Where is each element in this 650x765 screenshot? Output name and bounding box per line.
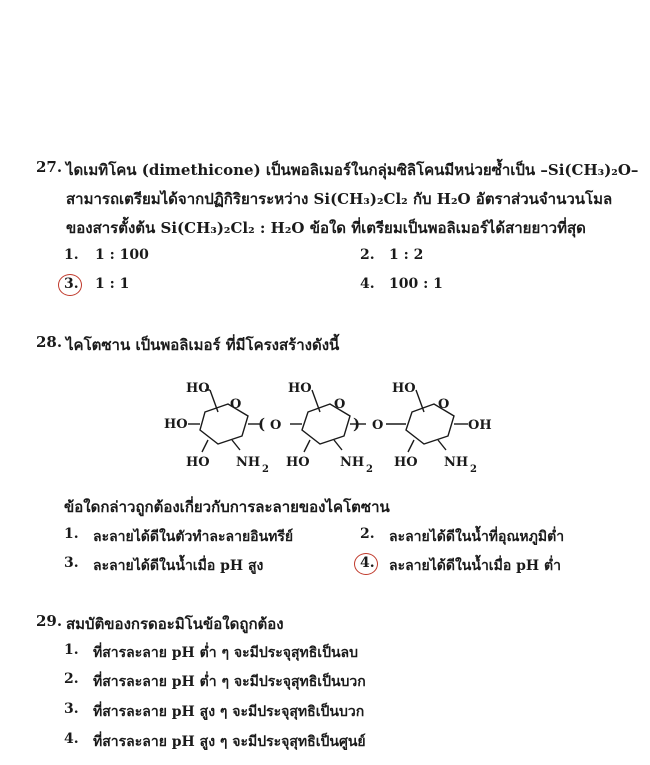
- q29-option-2-number: 2.: [64, 671, 79, 687]
- q29-option-4-number: 4.: [64, 731, 79, 747]
- paren-open: (: [258, 415, 266, 433]
- nh-label-3: NH: [444, 455, 469, 470]
- q29-option-1-number: 1.: [64, 642, 79, 658]
- q29-option-4-text: ที่สารละลาย pH สูง ๆ จะมีประจุสุทธิเป็นศูนย์: [93, 734, 366, 750]
- link-oxygen-2: O: [372, 418, 384, 433]
- q27-line-1: ไดเมทิโคน (dimethicone) เป็นพอลิเมอร์ในกลุ่มซิลิโคนมีหน่วยซ้ำเป็น –Si(CH₃)₂O–: [66, 161, 639, 179]
- q27-option-2-number: 2.: [360, 247, 375, 263]
- q28-option-4-number: 4.: [360, 555, 375, 571]
- paren-close: ): [353, 415, 361, 433]
- q27-option-2-text: 1 : 2: [389, 247, 424, 263]
- q29-option-2-text: ที่สารละลาย pH ต่ำ ๆ จะมีประจุสุทธิเป็นบวก: [93, 674, 366, 690]
- oh-label: OH: [468, 418, 492, 433]
- nh-label-1: NH: [236, 455, 261, 470]
- ho-label-4: HO: [288, 381, 312, 396]
- q28-option-1-number: 1.: [64, 526, 79, 542]
- q28-question: ข้อใดกล่าวถูกต้องเกี่ยวกับการละลายของไคโตซาน: [64, 498, 390, 516]
- ho-label-3: HO: [186, 455, 210, 470]
- q27-number: 27.: [36, 158, 63, 176]
- q28-option-3-number: 3.: [64, 555, 79, 571]
- q28-number: 28.: [36, 333, 63, 351]
- q29-option-3-text: ที่สารละลาย pH สูง ๆ จะมีประจุสุทธิเป็นบวก: [93, 704, 365, 720]
- ho-label-2: HO: [164, 417, 188, 432]
- q28-option-1-text: ละลายได้ดีในตัวทำละลายอินทรีย์: [93, 529, 294, 545]
- q27-option-4-number: 4.: [360, 276, 375, 292]
- ho-label-5: HO: [286, 455, 310, 470]
- ring-oxygen-1: O: [230, 397, 242, 412]
- ring-oxygen-2: O: [334, 397, 346, 412]
- link-oxygen-1: O: [270, 418, 282, 433]
- nh-label-2: NH: [340, 455, 365, 470]
- q29-line-1: สมบัติของกรดอะมิโนข้อใดถูกต้อง: [66, 615, 284, 633]
- q29-option-3-number: 3.: [64, 701, 79, 717]
- q28-option-4-text: ละลายได้ดีในน้ำเมื่อ pH ต่ำ: [389, 558, 561, 574]
- q27-option-3-text: 1 : 1: [95, 276, 130, 292]
- ho-label-7: HO: [394, 455, 418, 470]
- q27-option-1-number: 1.: [64, 247, 79, 263]
- q28-option-2-number: 2.: [360, 526, 375, 542]
- q28-line-1: ไคโตซาน เป็นพอลิเมอร์ ที่มีโครงสร้างดังนี้: [66, 336, 340, 354]
- q27-option-4-text: 100 : 1: [389, 276, 443, 292]
- nh-sub-2: 2: [366, 464, 373, 475]
- q27-line-2: สามารถเตรียมได้จากปฏิกิริยาระหว่าง Si(CH₃)₂Cl₂ กับ H₂O อัตราส่วนจำนวนโมล: [66, 190, 613, 208]
- ring-oxygen-3: O: [438, 397, 450, 412]
- q27-line-3: ของสารตั้งต้น Si(CH₃)₂Cl₂ : H₂O ข้อใด ที่เตรียมเป็นพอลิเมอร์ได้สายยาวที่สุด: [66, 219, 586, 237]
- q27-option-3-number: 3.: [64, 276, 79, 292]
- q29-option-1-text: ที่สารละลาย pH ต่ำ ๆ จะมีประจุสุทธิเป็นลบ: [93, 645, 358, 661]
- chitosan-structure: [150, 372, 510, 482]
- ho-label-1: HO: [186, 381, 210, 396]
- q27-option-1-text: 1 : 100: [95, 247, 149, 263]
- q29-number: 29.: [36, 612, 63, 630]
- nh-sub-3: 2: [470, 464, 477, 475]
- q28-option-3-text: ละลายได้ดีในน้ำเมื่อ pH สูง: [93, 558, 264, 574]
- ho-label-6: HO: [392, 381, 416, 396]
- nh-sub-1: 2: [262, 464, 269, 475]
- q28-option-2-text: ละลายได้ดีในน้ำที่อุณหภูมิต่ำ: [389, 529, 565, 545]
